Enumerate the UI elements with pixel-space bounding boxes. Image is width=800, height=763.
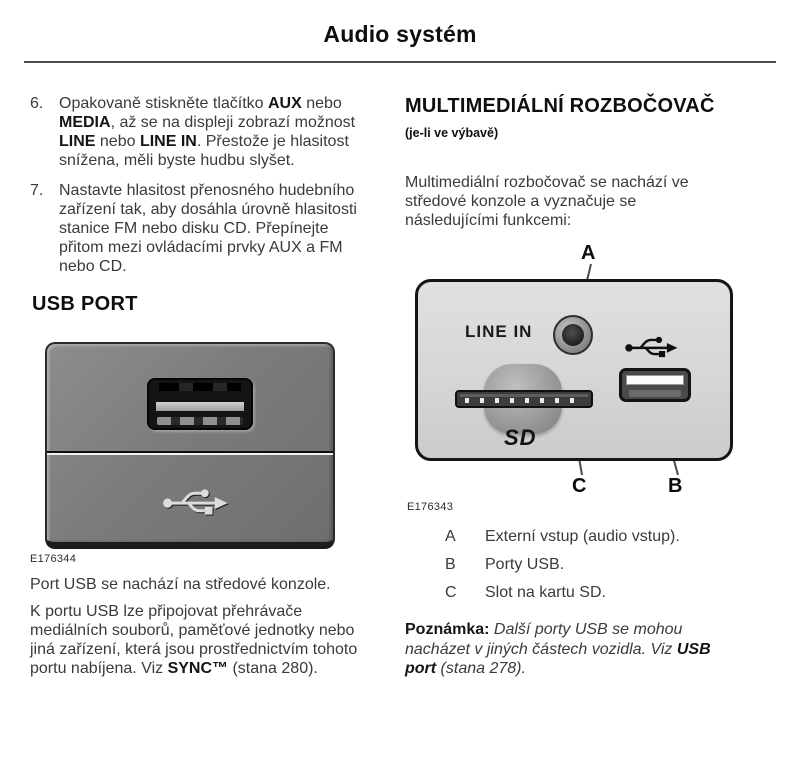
note-paragraph: [405, 620, 737, 679]
text-segment: (stana 278).: [436, 660, 526, 677]
sd-slot-contacts: [465, 398, 579, 403]
left-column: [30, 94, 400, 679]
sd-label: SD: [504, 425, 537, 450]
usb-paragraph-1: Port USB se nachází na středové konzole.: [30, 576, 331, 593]
list-item: [30, 94, 400, 170]
step-text: [59, 181, 360, 276]
legend-key: C: [445, 584, 457, 601]
callout-b-label: B: [668, 475, 683, 497]
legend-key: A: [445, 528, 456, 545]
text-segment: Nastavte hlasitost přenosného hudebního zařízení tak, aby dosáhla úrovně hlasitosti stanice FM nebo disku CD. Přepínejte přitom mezi ovládacími prvky AUX a FM nebo CD.: [59, 182, 357, 275]
legend-row: [445, 584, 780, 602]
text-segment: LINE: [59, 133, 96, 150]
page-title: Audio systém: [323, 21, 477, 47]
usb-socket-tongue: [626, 375, 684, 385]
panel-seam: [47, 451, 333, 455]
right-column: [405, 94, 780, 679]
usb-port-figure: [30, 342, 352, 565]
callout-c-label: C: [572, 475, 587, 497]
manual-page: [0, 21, 800, 763]
step-number: 7.: [30, 182, 44, 199]
hub-photo: [415, 279, 733, 461]
line-in-jack-hole: [562, 324, 584, 346]
multimedia-hub-heading: [405, 94, 715, 146]
sd-slot-groove: [460, 394, 588, 397]
text-segment: (stana 280).: [228, 660, 318, 677]
usb-symbol-icon: [622, 332, 680, 362]
text-segment: , až se na displeji zobrazí možnost: [110, 114, 356, 131]
usb-socket-pins: [157, 417, 243, 425]
text-segment: nebo: [95, 133, 140, 150]
figure-caption: E176343: [407, 501, 454, 513]
hub-intro-paragraph: Multimediální rozbočovač se nachází ve středové konzole a vyznačuje se následujícími funkcemi:: [405, 174, 689, 229]
legend-text: Porty USB.: [485, 556, 565, 573]
legend-key: B: [445, 556, 456, 573]
text-segment: MEDIA: [59, 114, 111, 131]
sd-card-slot: [455, 390, 593, 408]
text-segment: K portu USB lze připojovat přehrávače mediálních souborů, paměťové jednotky nebo jiná zařízení, která jsou prostřednictvím tohoto portu nabíjena. Viz: [30, 603, 358, 677]
legend-row: [445, 556, 780, 574]
multimedia-hub-figure: [405, 242, 750, 514]
usb-socket-tongue: [156, 402, 244, 411]
legend-text: Slot na kartu SD.: [485, 584, 606, 601]
step-number: 6.: [30, 95, 44, 112]
title-divider: [24, 61, 776, 63]
line-in-label: LINE IN: [465, 322, 533, 341]
usb-symbol-icon: [160, 482, 230, 522]
two-column-layout: [30, 94, 800, 679]
usb-socket-pins: [629, 390, 681, 397]
text-segment: Další porty USB se mohou nacházet v jiných částech vozidla. Viz: [405, 621, 683, 658]
text-segment: SYNC™: [167, 660, 229, 677]
usb-port-heading: USB PORT: [32, 293, 138, 315]
callout-a-label: A: [581, 242, 596, 264]
hub-legend: [405, 528, 780, 602]
legend-text: Externí vstup (audio vstup).: [485, 528, 680, 545]
heading-availability-note: (je-li ve výbavě): [405, 126, 499, 140]
figure-caption: E176344: [30, 553, 77, 565]
usb-socket-contacts: [159, 383, 241, 391]
text-segment: AUX: [268, 95, 302, 112]
text-segment: LINE IN: [139, 133, 197, 150]
text-segment: nebo: [301, 95, 342, 112]
usb-port-photo: [45, 342, 335, 549]
step-text: [59, 94, 360, 170]
text-segment: Poznámka:: [405, 621, 490, 638]
heading-main: MULTIMEDIÁLNÍ ROZBOČOVAČ: [405, 95, 715, 117]
line-in-jack: [553, 315, 593, 355]
text-segment: . Přestože je hlasitost snížena, měli byste hudbu slyšet.: [59, 133, 349, 169]
usb-paragraph-2: [30, 602, 370, 678]
text-segment: Opakovaně stiskněte tlačítko: [59, 95, 268, 112]
legend-row: [445, 528, 780, 546]
list-item: [30, 181, 400, 276]
usb-socket: [147, 378, 253, 430]
steps-list: [30, 94, 400, 276]
usb-socket: [619, 368, 691, 402]
text-segment: USB port: [405, 640, 711, 677]
